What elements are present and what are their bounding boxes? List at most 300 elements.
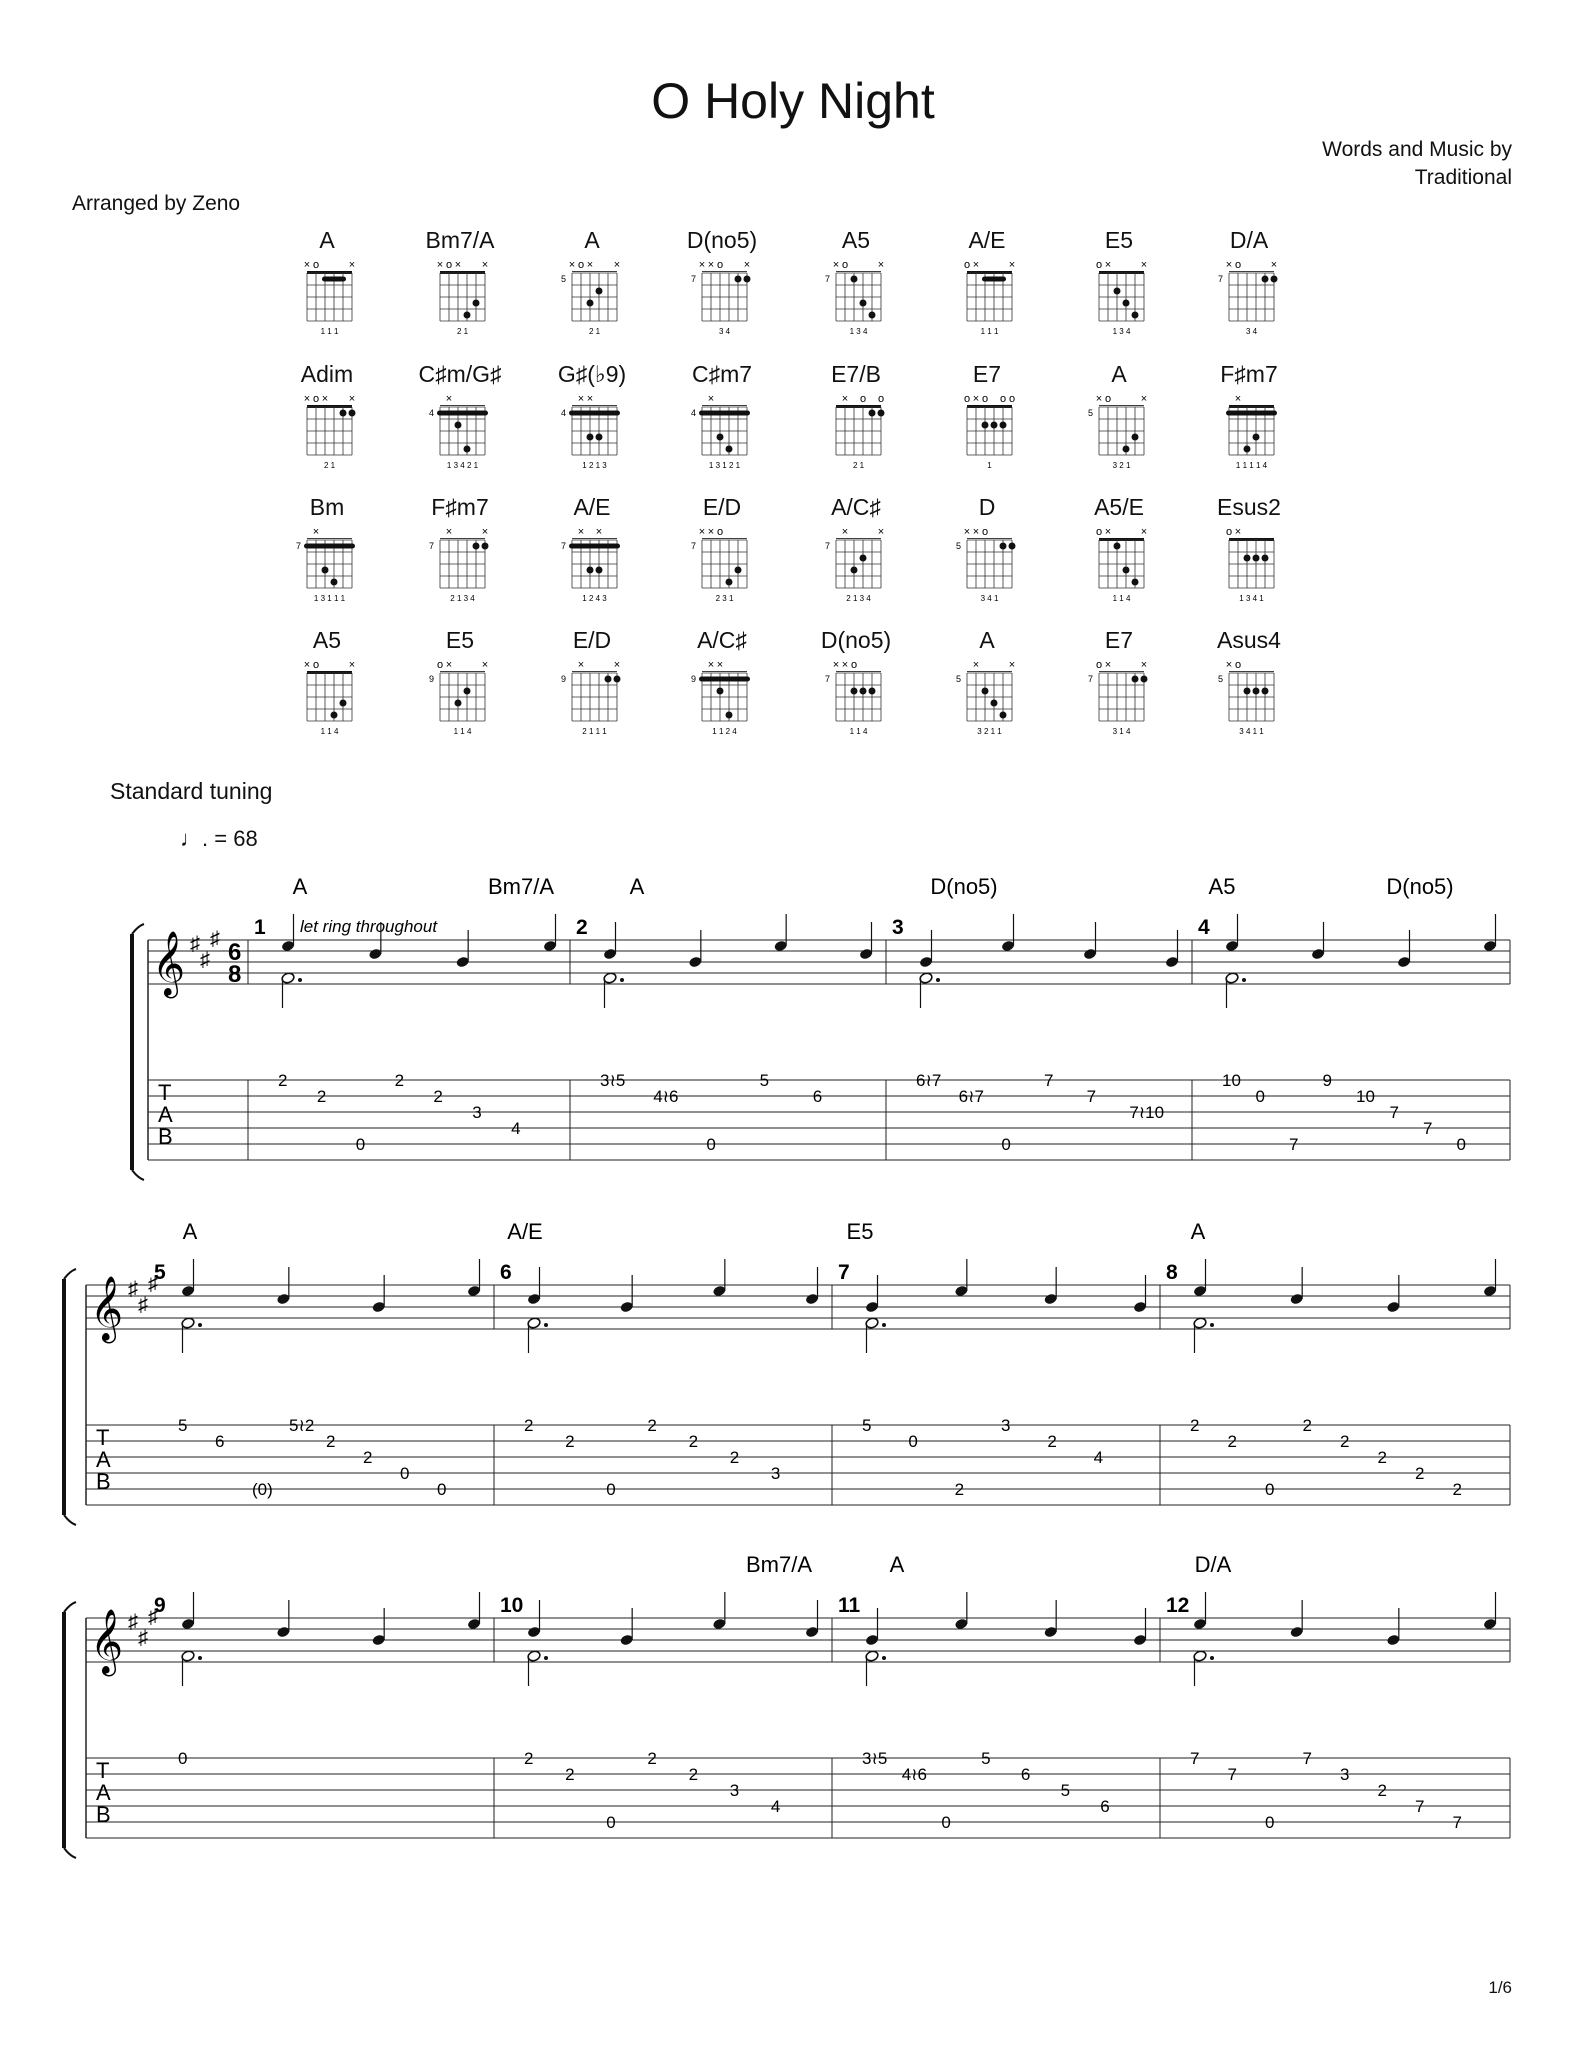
svg-text:o: o <box>841 259 849 271</box>
tab-clef-letter: T <box>96 1425 110 1450</box>
chord-name: A5/E <box>1094 494 1144 520</box>
chord-symbol: A <box>889 1552 905 1577</box>
tab-fret-number: 0 <box>941 1813 951 1832</box>
svg-text:7: 7 <box>690 541 696 551</box>
tab-fret-number: 7 <box>1190 1749 1200 1768</box>
chord-name: A/C♯ <box>831 494 881 520</box>
tab-fret-number: 2 <box>524 1416 534 1435</box>
svg-text:×: × <box>303 659 311 671</box>
svg-text:×: × <box>1008 259 1016 271</box>
svg-text:2 1 1 1: 2 1 1 1 <box>582 727 607 736</box>
chord-name: E7 <box>972 361 1002 387</box>
tab-fret-number: 2 <box>1415 1464 1425 1483</box>
tab-fret-number: 0 <box>908 1432 918 1451</box>
svg-text:2 1: 2 1 <box>323 461 336 470</box>
svg-text:o: o <box>1095 259 1103 271</box>
svg-text:×: × <box>445 659 453 671</box>
svg-text:×: × <box>1140 526 1148 538</box>
svg-text:3 4 1 1: 3 4 1 1 <box>1239 727 1264 736</box>
tab-fret-number: 2 <box>524 1749 534 1768</box>
svg-text:1 1 4: 1 1 4 <box>1112 594 1131 603</box>
svg-text:7: 7 <box>824 541 830 551</box>
svg-text:1 3 4: 1 3 4 <box>849 327 868 336</box>
tab-fret-number: (0) <box>252 1480 273 1499</box>
svg-text:o: o <box>312 659 320 671</box>
svg-text:×: × <box>698 259 706 271</box>
svg-text:o: o <box>1225 526 1233 538</box>
let-ring-annotation: let ring throughout <box>300 917 438 936</box>
svg-text:4: 4 <box>560 408 566 418</box>
tab-fret-number: 2 <box>565 1432 575 1451</box>
svg-text:o: o <box>716 259 724 271</box>
svg-text:×: × <box>707 393 715 405</box>
svg-text:o: o <box>1008 393 1016 405</box>
chord-name: C♯m/G♯ <box>418 361 502 387</box>
svg-text:×: × <box>348 659 356 671</box>
tab-fret-number: 2 <box>1047 1432 1057 1451</box>
tab-clef-letter: T <box>158 1080 172 1105</box>
chord-name: D/A <box>1229 227 1269 253</box>
svg-text:×: × <box>348 259 356 271</box>
svg-text:7: 7 <box>428 541 434 551</box>
page-number: 1/6 <box>1488 1978 1512 1997</box>
tab-fret-number: 3 <box>770 1464 781 1483</box>
tab-clef-letter: A <box>96 1447 111 1472</box>
chord-symbol: A <box>1190 1219 1206 1244</box>
svg-text:4: 4 <box>428 408 434 418</box>
chord-symbol: A5 <box>1208 874 1236 899</box>
tab-fret-number: 4 <box>1093 1448 1104 1467</box>
bar-number: 4 <box>1198 916 1210 939</box>
svg-text:×: × <box>972 659 980 671</box>
svg-text:o: o <box>436 659 444 671</box>
music-system <box>0 1219 1586 1545</box>
svg-text:3 2 1: 3 2 1 <box>1112 461 1131 470</box>
svg-text:2 1: 2 1 <box>852 461 865 470</box>
svg-text:♯: ♯ <box>128 1278 138 1300</box>
chord-name: E/D <box>702 494 742 520</box>
chord-name: F♯m7 <box>431 494 489 520</box>
svg-text:3 4: 3 4 <box>1245 327 1258 336</box>
chord-name: A/E <box>573 494 611 520</box>
tab-fret-number: 4≀6 <box>901 1765 928 1784</box>
svg-text:×: × <box>1104 259 1112 271</box>
svg-text:×: × <box>877 259 885 271</box>
bar-number: 6 <box>500 1261 512 1284</box>
tab-fret-number: 4 <box>511 1119 521 1138</box>
chord-name: F♯m7 <box>1220 361 1278 387</box>
svg-text:×: × <box>348 393 356 405</box>
tab-fret-number: 0 <box>400 1464 410 1483</box>
tab-fret-number: 10 <box>1222 1071 1241 1090</box>
tab-fret-number: 6 <box>1100 1797 1110 1816</box>
svg-text:3 4: 3 4 <box>718 327 731 336</box>
svg-text:1 3 4: 1 3 4 <box>1112 327 1131 336</box>
tab-fret-number: 0 <box>355 1135 366 1154</box>
svg-text:5: 5 <box>955 674 961 684</box>
dotted-quarter-note-icon: ♩. <box>180 826 209 851</box>
tab-fret-number: 2 <box>1452 1480 1462 1499</box>
chord-symbol: Bm7/A <box>745 1552 813 1577</box>
tab-fret-number: 6 <box>812 1087 823 1106</box>
svg-text:1 2 1 3: 1 2 1 3 <box>582 461 607 470</box>
tab-fret-number: 2 <box>1302 1416 1312 1435</box>
tab-fret-number: 2 <box>433 1087 443 1106</box>
tab-fret-number: 5 <box>981 1749 991 1768</box>
chord-name: G♯(♭9) <box>557 361 627 387</box>
svg-text:9: 9 <box>690 674 696 684</box>
svg-text:×: × <box>1234 393 1242 405</box>
tab-clef-letter: B <box>158 1124 173 1149</box>
svg-text:o: o <box>850 659 858 671</box>
tab-fret-number: 0 <box>1265 1480 1275 1499</box>
svg-text:×: × <box>707 526 715 538</box>
svg-text:5: 5 <box>955 541 961 551</box>
tab-fret-number: 2 <box>565 1765 575 1784</box>
svg-text:7: 7 <box>824 674 830 684</box>
tab-fret-number: 0 <box>178 1749 188 1768</box>
svg-text:♯: ♯ <box>128 1611 138 1633</box>
chord-name: A/E <box>968 227 1006 253</box>
svg-text:×: × <box>716 659 724 671</box>
tab-fret-number: 2 <box>954 1480 965 1499</box>
svg-text:♯: ♯ <box>138 1294 148 1316</box>
svg-text:×: × <box>303 259 311 271</box>
svg-text:5: 5 <box>1217 674 1223 684</box>
svg-text:×: × <box>972 259 980 271</box>
svg-text:×: × <box>1140 659 1148 671</box>
tab-clef-letter: T <box>96 1758 110 1783</box>
bar-number: 9 <box>154 1594 166 1617</box>
tab-fret-number: 6≀7 <box>958 1087 984 1106</box>
svg-text:×: × <box>707 659 715 671</box>
tab-fret-number: 7 <box>1389 1103 1399 1122</box>
chord-name: D(no5) <box>686 227 758 253</box>
svg-text:3 2 1 1: 3 2 1 1 <box>977 727 1002 736</box>
svg-text:×: × <box>568 259 576 271</box>
svg-text:1 1 4: 1 1 4 <box>849 727 868 736</box>
tab-fret-number: 2 <box>394 1071 405 1090</box>
treble-clef-icon: 𝄞 <box>90 1609 124 1672</box>
credits-line-2: Traditional <box>1414 166 1512 189</box>
chord-symbol: D(no5) <box>930 874 998 899</box>
tab-fret-number: 2 <box>1340 1432 1350 1451</box>
tab-fret-number: 3 <box>1340 1765 1350 1784</box>
chord-symbol: D/A <box>1194 1552 1232 1577</box>
svg-text:1 1 1: 1 1 1 <box>980 327 999 336</box>
tab-clef-letter: A <box>96 1780 111 1805</box>
svg-text:o: o <box>716 526 724 538</box>
svg-text:1 1 4: 1 1 4 <box>453 727 472 736</box>
tab-clef-letter: B <box>96 1802 111 1827</box>
svg-text:o: o <box>1234 659 1242 671</box>
tab-fret-number: 7 <box>1423 1119 1433 1138</box>
svg-text:1 1 2 4: 1 1 2 4 <box>712 727 737 736</box>
svg-text:×: × <box>481 526 489 538</box>
bar-number: 7 <box>838 1261 850 1284</box>
chord-name: A <box>319 227 335 253</box>
chord-symbol: Bm7/A <box>487 874 555 899</box>
svg-text:1 3 4 1: 1 3 4 1 <box>1239 594 1264 603</box>
svg-text:3 4 1: 3 4 1 <box>980 594 999 603</box>
svg-text:o: o <box>1234 259 1242 271</box>
svg-text:7: 7 <box>295 541 301 551</box>
svg-text:×: × <box>1270 259 1278 271</box>
svg-text:×: × <box>972 393 980 405</box>
tab-fret-number: 6 <box>1020 1765 1031 1784</box>
svg-text:o: o <box>859 393 867 405</box>
tab-fret-number: 2 <box>688 1432 699 1451</box>
chord-name: A <box>979 627 995 653</box>
tab-fret-number: 3≀5 <box>862 1749 888 1768</box>
svg-text:×: × <box>481 259 489 271</box>
svg-text:2 3 1: 2 3 1 <box>715 594 734 603</box>
svg-text:o: o <box>981 526 989 538</box>
svg-text:×: × <box>1140 259 1148 271</box>
svg-text:4: 4 <box>690 408 696 418</box>
tab-fret-number: 7 <box>1302 1749 1312 1768</box>
svg-text:×: × <box>1008 659 1016 671</box>
svg-text:×: × <box>1104 526 1112 538</box>
svg-text:7: 7 <box>1217 274 1223 284</box>
svg-text:1 2 4 3: 1 2 4 3 <box>582 594 607 603</box>
svg-text:×: × <box>972 526 980 538</box>
chord-symbol: D(no5) <box>1386 874 1454 899</box>
svg-text:1 3 4 2 1: 1 3 4 2 1 <box>446 461 479 470</box>
chord-name: Esus2 <box>1217 494 1281 520</box>
svg-text:2 1 3 4: 2 1 3 4 <box>450 594 475 603</box>
tab-clef-letter: B <box>96 1469 111 1494</box>
svg-text:×: × <box>841 526 849 538</box>
svg-text:×: × <box>707 259 715 271</box>
chord-name: Adim <box>300 361 354 387</box>
svg-text:1 3 1 2 1: 1 3 1 2 1 <box>708 461 741 470</box>
svg-text:×: × <box>1225 659 1233 671</box>
tab-fret-number: 2 <box>1377 1448 1387 1467</box>
treble-clef-icon: 𝄞 <box>90 1276 124 1339</box>
svg-text:×: × <box>321 393 329 405</box>
chord-name: A5 <box>312 627 342 653</box>
tab-fret-number: 2 <box>729 1448 740 1467</box>
svg-text:o: o <box>577 259 585 271</box>
tab-fret-number: 2 <box>316 1087 327 1106</box>
tab-fret-number: 2 <box>688 1765 699 1784</box>
svg-text:6: 6 <box>228 939 242 966</box>
credits-line-1: Words and Music by <box>1322 138 1512 161</box>
treble-clef-icon: 𝄞 <box>152 931 186 994</box>
chord-symbol: A <box>292 874 308 899</box>
chord-name: Bm <box>309 494 345 520</box>
svg-text:×: × <box>832 659 840 671</box>
svg-text:♯: ♯ <box>200 949 210 971</box>
tab-fret-number: 3≀5 <box>600 1071 626 1090</box>
svg-text:×: × <box>613 259 621 271</box>
chord-name: E5 <box>1104 227 1134 253</box>
chord-name: E/D <box>572 627 612 653</box>
svg-text:8: 8 <box>228 961 242 988</box>
bar-number: 1 <box>254 916 266 939</box>
svg-text:×: × <box>1140 393 1148 405</box>
svg-text:7: 7 <box>1087 674 1093 684</box>
tab-fret-number: 0 <box>706 1135 716 1154</box>
bar-number: 2 <box>576 916 588 939</box>
svg-text:×: × <box>841 393 849 405</box>
tab-fret-number: 5 <box>178 1416 188 1435</box>
svg-text:♯: ♯ <box>148 1273 158 1295</box>
svg-text:×: × <box>577 526 585 538</box>
bar-number: 5 <box>154 1261 166 1284</box>
tab-fret-number: 2 <box>278 1071 288 1090</box>
chord-name: D(no5) <box>820 627 892 653</box>
svg-text:×: × <box>481 659 489 671</box>
svg-text:2 1: 2 1 <box>456 327 469 336</box>
tab-clef-letter: A <box>158 1102 173 1127</box>
svg-text:7: 7 <box>560 541 566 551</box>
chord-name: E7 <box>1104 627 1134 653</box>
svg-text:×: × <box>963 526 971 538</box>
tab-fret-number: 2 <box>1377 1781 1387 1800</box>
svg-text:o: o <box>963 259 971 271</box>
svg-text:3 1 4: 3 1 4 <box>1112 727 1131 736</box>
svg-text:×: × <box>577 659 585 671</box>
chord-symbol: E5 <box>846 1219 874 1244</box>
svg-text:o: o <box>877 393 885 405</box>
tab-fret-number: 0 <box>1265 1813 1275 1832</box>
chord-name: C♯m7 <box>691 361 753 387</box>
svg-text:1: 1 <box>987 461 992 470</box>
tab-fret-number: 7≀10 <box>1129 1103 1165 1122</box>
svg-text:1 1 1: 1 1 1 <box>320 327 339 336</box>
tab-fret-number: 3 <box>729 1781 740 1800</box>
svg-text:9: 9 <box>428 674 434 684</box>
svg-text:♯: ♯ <box>138 1627 148 1649</box>
bar-number: 8 <box>1166 1261 1178 1284</box>
svg-text:7: 7 <box>690 274 696 284</box>
tab-fret-number: 4≀6 <box>653 1087 679 1106</box>
svg-text:×: × <box>877 526 885 538</box>
svg-text:×: × <box>841 659 849 671</box>
chord-name: A <box>584 227 600 253</box>
svg-text:♯: ♯ <box>210 928 220 950</box>
bar-number: 10 <box>500 1594 524 1617</box>
svg-text:5: 5 <box>560 274 566 284</box>
song-title: O Holy Night <box>651 73 935 129</box>
tab-fret-number: 0 <box>1456 1135 1466 1154</box>
svg-text:o: o <box>963 393 971 405</box>
tab-fret-number: 2 <box>326 1432 336 1451</box>
chord-name: Asus4 <box>1217 627 1281 653</box>
tab-fret-number: 5 <box>759 1071 770 1090</box>
svg-text:×: × <box>743 259 751 271</box>
tab-fret-number: 6≀7 <box>916 1071 942 1090</box>
svg-text:×: × <box>698 526 706 538</box>
chord-symbol: A/E <box>507 1219 543 1244</box>
bar-number: 3 <box>892 916 904 939</box>
tab-fret-number: 3 <box>1001 1416 1011 1435</box>
chord-symbol: A <box>629 874 645 899</box>
svg-text:×: × <box>1234 526 1242 538</box>
svg-text:7: 7 <box>824 274 830 284</box>
svg-text:×: × <box>312 526 320 538</box>
svg-text:×: × <box>577 393 585 405</box>
svg-text:×: × <box>303 393 311 405</box>
tab-fret-number: 5 <box>862 1416 872 1435</box>
svg-text:×: × <box>586 259 594 271</box>
tab-fret-number: 2 <box>647 1416 657 1435</box>
tab-fret-number: 7 <box>1452 1813 1462 1832</box>
svg-text:♯: ♯ <box>190 933 200 955</box>
tab-fret-number: 5 <box>1060 1781 1071 1800</box>
tab-fret-number: 3 <box>472 1103 482 1122</box>
tab-fret-number: 4 <box>770 1797 781 1816</box>
bar-number: 11 <box>838 1594 861 1617</box>
svg-text:o: o <box>981 393 989 405</box>
svg-text:×: × <box>586 393 594 405</box>
svg-text:♯: ♯ <box>148 1606 158 1628</box>
svg-text:o: o <box>1095 659 1103 671</box>
tab-fret-number: 0 <box>1001 1135 1011 1154</box>
svg-text:o: o <box>312 259 320 271</box>
music-system <box>0 1552 1586 1878</box>
tab-fret-number: 7 <box>1044 1071 1054 1090</box>
tab-fret-number: 7 <box>1289 1135 1299 1154</box>
tab-fret-number: 7 <box>1227 1765 1237 1784</box>
tuning-label: Standard tuning <box>110 778 273 804</box>
chord-name: A5 <box>841 227 871 253</box>
svg-text:2 1 3 4: 2 1 3 4 <box>846 594 871 603</box>
svg-text:o: o <box>445 259 453 271</box>
svg-text:×: × <box>436 259 444 271</box>
svg-text:1 1 1 1 4: 1 1 1 1 4 <box>1235 461 1268 470</box>
svg-text:o: o <box>1095 526 1103 538</box>
tab-fret-number: 10 <box>1356 1087 1375 1106</box>
bar-number: 12 <box>1166 1594 1190 1617</box>
music-system <box>0 874 1586 1200</box>
arranger: Arranged by Zeno <box>72 192 241 215</box>
svg-text:×: × <box>1225 259 1233 271</box>
tab-fret-number: 7 <box>1086 1087 1097 1106</box>
chord-name: E7/B <box>831 361 881 387</box>
svg-text:o: o <box>999 393 1007 405</box>
chord-name: Bm7/A <box>425 227 495 253</box>
tab-fret-number: 0 <box>1255 1087 1265 1106</box>
tab-fret-number: 7 <box>1415 1797 1425 1816</box>
svg-text:9: 9 <box>560 674 566 684</box>
tab-fret-number: 5≀2 <box>289 1416 315 1435</box>
svg-text:×: × <box>445 393 453 405</box>
tab-fret-number: 2 <box>1227 1432 1237 1451</box>
svg-text:×: × <box>1104 659 1112 671</box>
tempo-value: = 68 <box>214 826 258 851</box>
svg-text:2 1: 2 1 <box>588 327 601 336</box>
svg-text:1 1 4: 1 1 4 <box>320 727 339 736</box>
svg-text:×: × <box>832 259 840 271</box>
tab-fret-number: 2 <box>363 1448 373 1467</box>
tab-fret-number: 0 <box>437 1480 447 1499</box>
svg-text:×: × <box>454 259 462 271</box>
svg-text:×: × <box>613 659 621 671</box>
tab-fret-number: 9 <box>1322 1071 1332 1090</box>
tab-fret-number: 0 <box>606 1813 616 1832</box>
chord-name: D <box>978 494 996 520</box>
svg-text:o: o <box>312 393 320 405</box>
tab-fret-number: 2 <box>1190 1416 1200 1435</box>
svg-text:o: o <box>1104 393 1112 405</box>
tab-fret-number: 6 <box>215 1432 225 1451</box>
tab-fret-number: 2 <box>647 1749 657 1768</box>
svg-text:×: × <box>1095 393 1103 405</box>
chord-name: E5 <box>445 627 475 653</box>
